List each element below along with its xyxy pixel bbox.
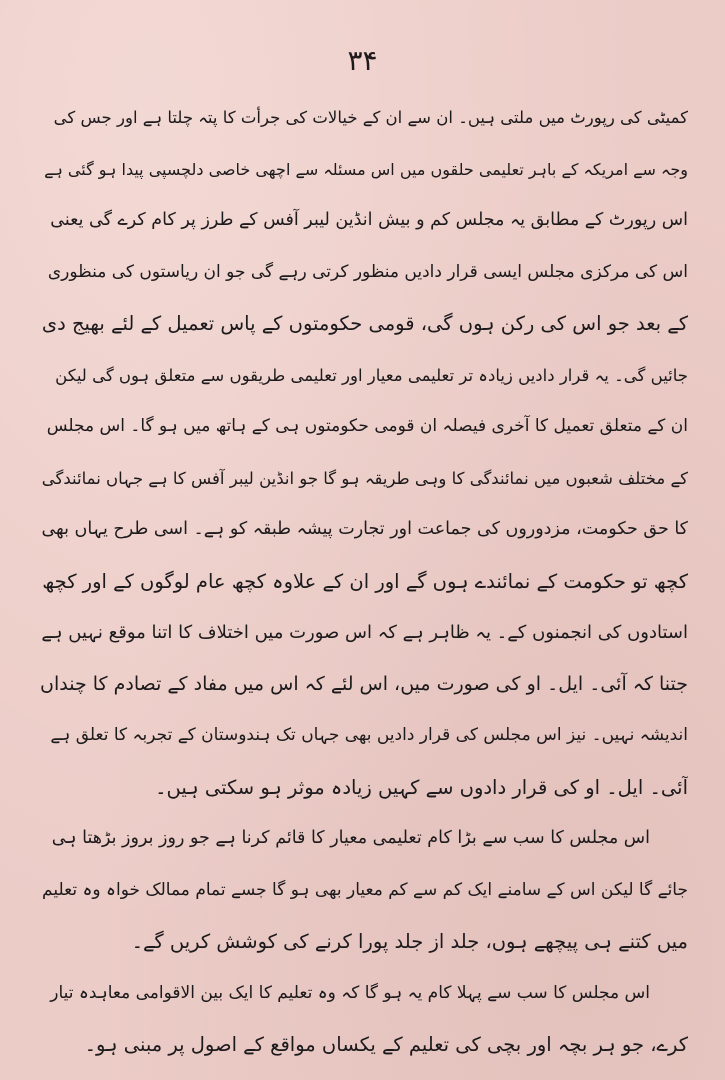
text-line: وجہ سے امریکہ کے باہر تعلیمی حلقوں میں اس مسئلہ سے اچھی خاصی دلچسپی پیدا ہو گئی ہے xyxy=(44,159,688,179)
paragraph-last-line: میں کتنے ہی پیچھے ہوں، جلد از جلد پورا کرنے کی کوشش کریں گے۔ xyxy=(131,930,688,953)
paragraph-first-line: اس مجلس کا سب سے پہلا کام یہ ہو گا کہ وہ تعلیم کا ایک بین الاقوامی معاہدہ تیار xyxy=(50,982,650,1003)
paragraph-last-line: آئی۔ ایل۔ او کی قرار دادوں سے کہیں زیادہ موثر ہو سکتی ہیں۔ xyxy=(155,775,688,799)
paragraph-last-line: کرے، جو ہر بچہ اور بچی کی تعلیم کے یکساں مواقع کے اصول پر مبنی ہو۔ xyxy=(84,1033,688,1056)
text-line: جائیں گی۔ یہ قرار دادیں زیادہ تر تعلیمی معیار اور تعلیمی طریقوں سے متعلق ہوں گی لیکن xyxy=(55,365,688,385)
text-line: کچھ تو حکومت کے نمائندے ہوں گے اور ان کے علاوہ کچھ عام لوگوں کے اور کچھ xyxy=(42,569,688,593)
page-text xyxy=(38,92,688,1071)
text-line: اس رپورٹ کے مطابق یہ مجلس کم و بیش انڈین لیبر آفس کے طرز پر کام کرے گی یعنی xyxy=(50,210,688,230)
text-line: ان کے متعلق تعمیل کا آخری فیصلہ ان قومی حکومتوں ہی کے ہاتھ میں ہو گا۔ اس مجلس xyxy=(46,416,688,436)
text-line: اس کی مرکزی مجلس ایسی قرار دادیں منظور کرتی رہے گی جو ان ریاستوں کی منظوری xyxy=(47,261,688,282)
text-line: کے مختلف شعبوں میں نمائندگی کا وہی طریقہ ہو گا جو انڈین لیبر آفس کا ہے جہاں نمائندگی xyxy=(41,468,688,488)
text-line: کا حق حکومت، مزدوروں کی جماعت اور تجارت پیشہ طبقہ کو ہے۔ اسی طرح یہاں بھی xyxy=(41,519,688,539)
text-line: اندیشہ نہیں۔ نیز اس مجلس کی قرار دادیں بھی جہاں تک ہندوستان کے تجربہ کا تعلق ہے xyxy=(50,725,688,745)
text-line: جائے گا لیکن اس کے سامنے ایک کم سے کم معیار بھی ہو گا جسے تمام ممالک خواہ وہ تعلیم xyxy=(42,879,688,900)
text-line: کے بعد جو اس کی رکن ہوں گی، قومی حکومتوں کے پاس تعمیل کے لئے بھیج دی xyxy=(41,312,688,335)
page-number: ۳۴ xyxy=(347,44,378,77)
text-line: کمیٹی کی رپورٹ میں ملتی ہیں۔ ان سے ان کے خیالات کی جرأت کا پتہ چلتا ہے اور جس کی xyxy=(53,108,688,127)
text-line: استادوں کی انجمنوں کے۔ یہ ظاہر ہے کہ اس صورت میں اختلاف کا اتنا موقع نہیں ہے xyxy=(41,622,688,643)
text-line: جتنا کہ آئی۔ ایل۔ او کی صورت میں، اس لئے کہ اس میں مفاد کے تصادم کا چنداں xyxy=(40,672,688,695)
paragraph-first-line: اس مجلس کا سب سے بڑا کام تعلیمی معیار کا قائم کرنا ہے جو روز بروز بڑھتا ہی xyxy=(51,828,650,848)
